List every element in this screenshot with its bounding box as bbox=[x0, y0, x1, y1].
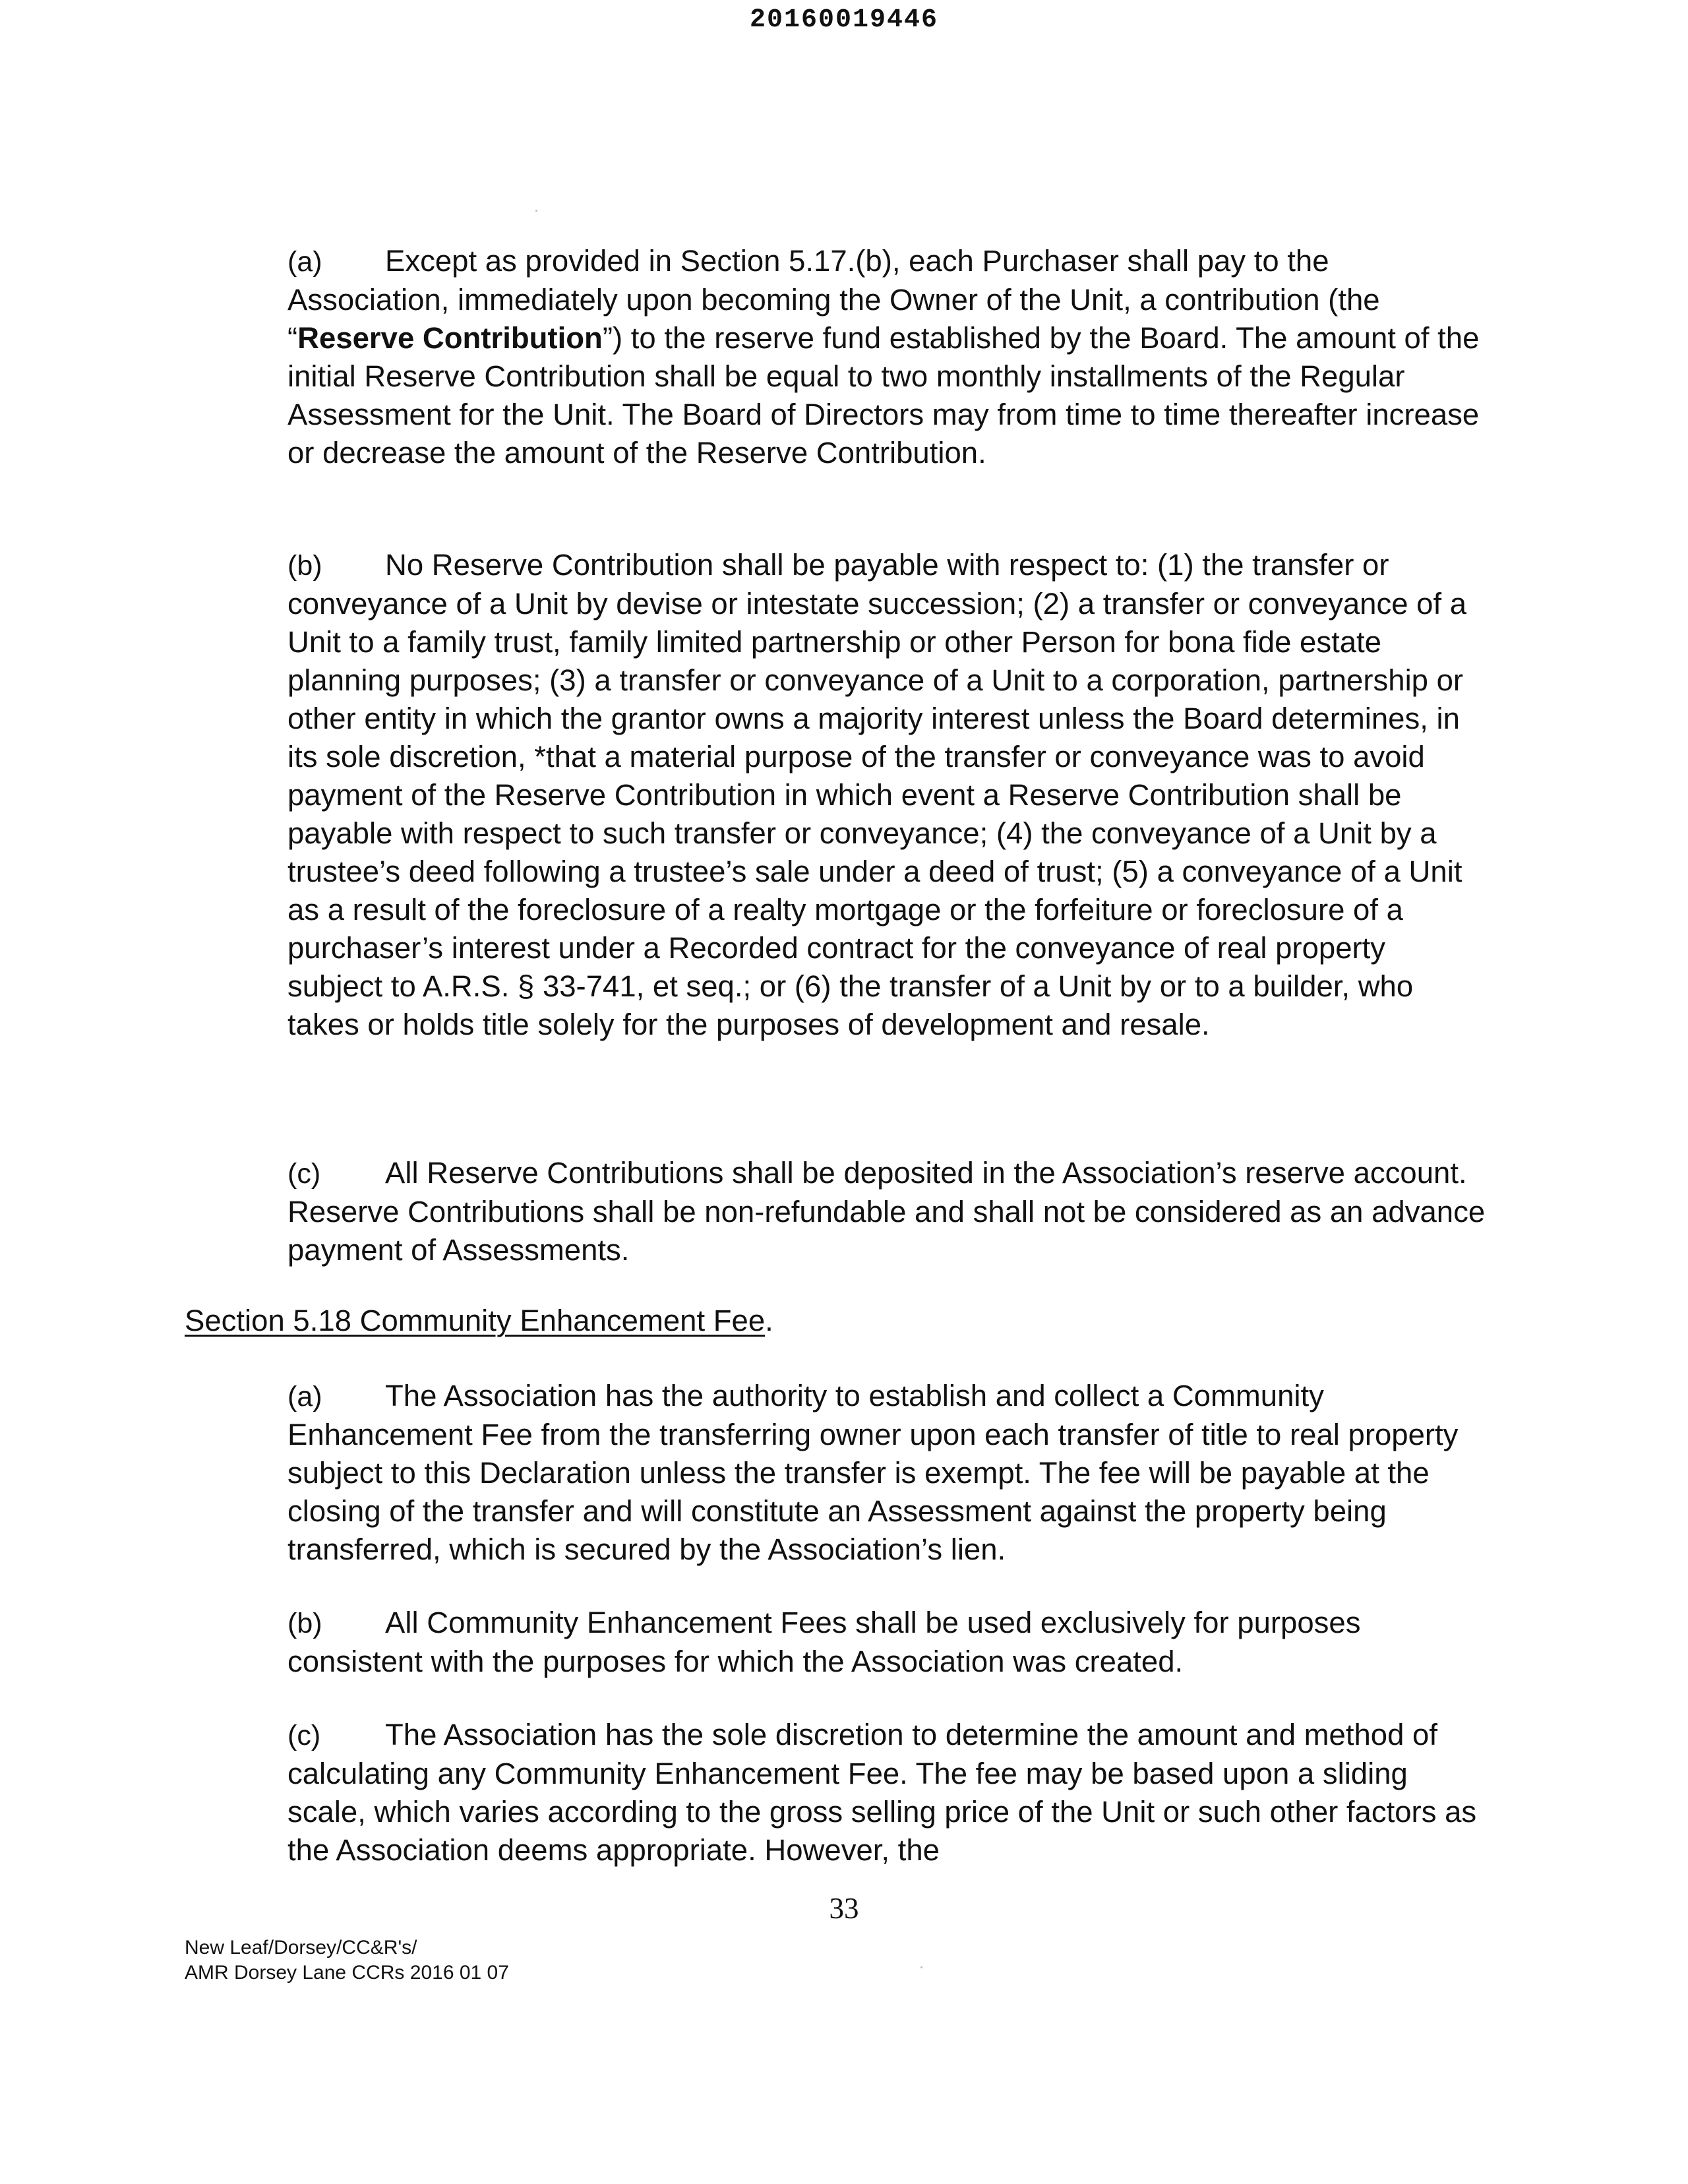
scan-speck bbox=[920, 1966, 922, 1968]
footer-path-line-1: New Leaf/Dorsey/CC&R's/ bbox=[185, 1937, 417, 1958]
paragraph-text: The Association has the sole discretion to determine the amount and method of calculating any Community Enhancement Fee. The fee may be based upon a sliding scale, which varies according to the gross selling price of the Unit or such other factors as the Association deems appropriate. However, the bbox=[287, 1718, 1477, 1867]
paragraph-label: (a) bbox=[287, 246, 322, 278]
document-number: 20160019446 bbox=[749, 5, 939, 35]
paragraph-c-deposit bbox=[287, 1154, 1488, 1269]
page-number: 33 bbox=[829, 1892, 859, 1925]
paragraph-label: (b) bbox=[287, 1608, 322, 1639]
paragraph-label: (b) bbox=[287, 550, 322, 582]
paragraph-text: No Reserve Contribution shall be payable with respect to: (1) the transfer or conveyance of a Unit by devise or intestate succession; (2) a transfer or conveyance of a Unit to a family trust, family limited partnership or other Person for bona fide estate planning purposes; (3) a transfer or conveyance of a Unit to a corporation, partnership or other entity in which the grantor owns a majority interest unless the Board determines, in its sole discretion, *that a material purpose of the transfer or conveyance was to avoid payment of the Reserve Contribution in which event a Reserve Contribution shall be payable with respect to such transfer or conveyance; (4) the conveyance of a Unit by a trustee’s deed following a trustee’s sale under a deed of trust; (5) a conveyance of a Unit as a result of the foreclosure of a realty mortgage or the forfeiture or foreclosure of a purchaser’s interest under a Recorded contract for the conveyance of real property subject to A.R.S. § 33-741, et seq.; or (6) the transfer of a Unit by or to a builder, who takes or holds title solely for the purposes of development and resale. bbox=[287, 548, 1467, 1041]
footer-path-line-2: AMR Dorsey Lane CCRs 2016 01 07 bbox=[185, 1962, 509, 1984]
paragraph-text: All Reserve Contributions shall be deposited in the Association’s reserve account. Reserve Contributions shall be non-refundable and shall not be considered as an advance payment of Assessments. bbox=[287, 1156, 1486, 1267]
paragraph-text: The Association has the authority to establish and collect a Community Enhancement Fee from the transferring owner upon each transfer of title to real property subject to this Declaration unless the transfer is exempt. The fee will be payable at the closing of the transfer and will constitute an Assessment against the property being transferred, which is secured by the Association’s lien. bbox=[287, 1379, 1459, 1566]
scan-speck bbox=[535, 210, 537, 212]
section-heading bbox=[185, 1302, 773, 1340]
paragraph-label: (a) bbox=[287, 1381, 322, 1412]
section-heading-period: . bbox=[765, 1304, 773, 1337]
defined-term: Reserve Contribution bbox=[297, 321, 603, 355]
paragraph-b-exemptions bbox=[287, 546, 1488, 1044]
paragraph-c-fee-amount bbox=[287, 1716, 1488, 1869]
paragraph-text-continued: ”) to the reserve fund established by the Board. The amount of the initial Reserve Contribution shall be equal to two monthly installments of the Regular Assessment for the Unit. The Board of Directors may from time to time thereafter increase or decrease the amount of the Reserve Contribution. bbox=[287, 321, 1480, 470]
paragraph-text: Except as provided in Section 5.17.(b), each Purchaser shall pay to the Association, immediately upon becoming the Owner of the Unit, a contribution (the “ bbox=[287, 244, 1380, 355]
paragraph-label: (c) bbox=[287, 1158, 321, 1190]
paragraph-a-reserve-contribution bbox=[287, 242, 1488, 472]
section-heading-text: Section 5.18 Community Enhancement Fee bbox=[185, 1304, 766, 1337]
paragraph-b-fee-usage bbox=[287, 1604, 1488, 1681]
paragraph-text: All Community Enhancement Fees shall be used exclusively for purposes consistent with the purposes for which the Association was created. bbox=[287, 1606, 1361, 1678]
paragraph-a-enhancement-fee bbox=[287, 1377, 1488, 1569]
paragraph-label: (c) bbox=[287, 1720, 321, 1751]
